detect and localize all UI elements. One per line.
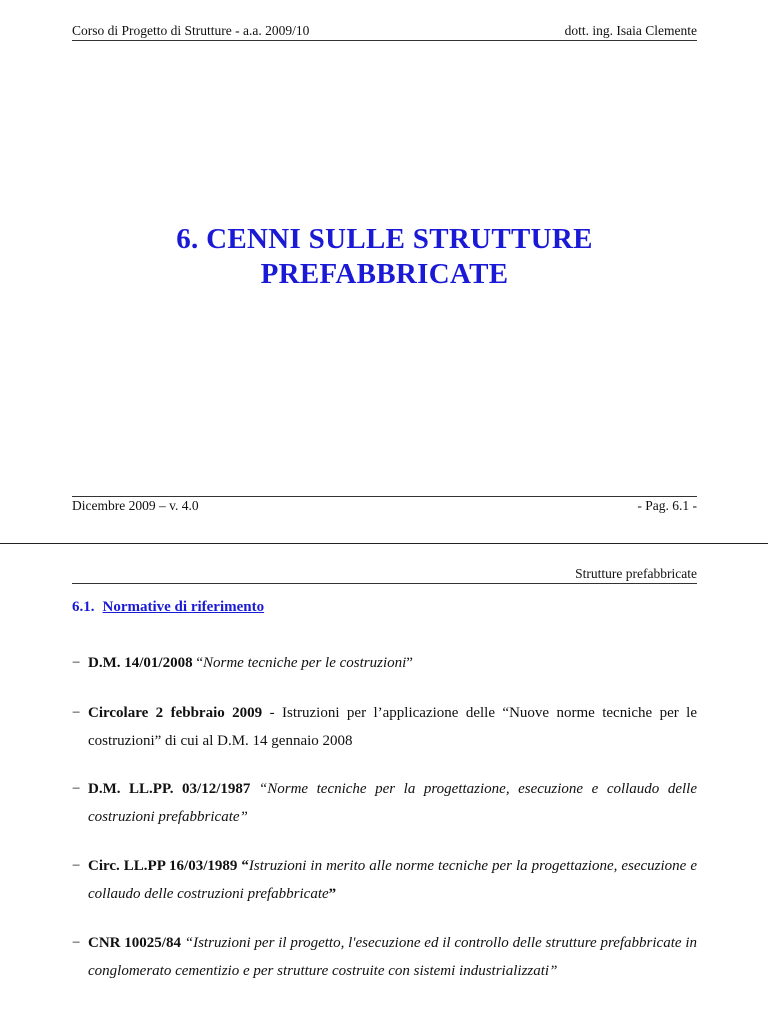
header-rule (72, 40, 697, 41)
reference-item (72, 775, 697, 831)
page-header (72, 23, 697, 39)
reference-item (72, 929, 697, 985)
section-heading-link[interactable]: Normative di riferimento (102, 599, 265, 615)
section-heading (72, 598, 264, 616)
reference-title: Norme tecniche per le costruzioni (203, 655, 407, 671)
page-header (72, 566, 697, 582)
reference-code: Circolare 2 febbraio 2009 (88, 705, 263, 721)
reference-title: “Norme tecniche per la progettazione, esecuzione e collaudo delle costruzioni prefabbricate” (88, 781, 697, 825)
list-dash: − (72, 781, 81, 797)
list-dash: − (72, 935, 81, 951)
reference-code: Circ. LL.PP 16/03/1989 “ (88, 858, 249, 874)
reference-description: - Istruzioni per l’applicazione delle “Nuove norme tecniche per le costruzioni” di cui al D.M. 14 gennaio 2008 (88, 705, 697, 749)
reference-title: “Istruzioni per il progetto, l'esecuzione ed il controllo delle strutture prefabbricate in conglomerato cementizio e per strutture costruite con sistemi industrializzati” (88, 935, 698, 979)
list-dash: − (72, 705, 81, 721)
open-quote: “ (192, 655, 203, 671)
header-author: dott. ing. Isaia Clemente (564, 23, 697, 38)
header-rule (72, 583, 697, 584)
reference-item (72, 699, 697, 755)
close-quote: ” (406, 655, 413, 671)
reference-code: D.M. LL.PP. 03/12/1987 (88, 781, 251, 797)
footer-page-number: - Pag. 6.1 - (637, 498, 697, 513)
reference-code: CNR 10025/84 (88, 935, 181, 951)
footer-date-version: Dicembre 2009 – v. 4.0 (72, 498, 199, 513)
reference-item (72, 649, 697, 677)
chapter-title-line-1: 6. CENNI SULLE STRUTTURE (176, 223, 593, 255)
section-number: 6.1. (72, 599, 95, 615)
chapter-title (72, 222, 697, 292)
chapter-title-line-2: PREFABBRICATE (260, 258, 509, 290)
reference-item (72, 852, 697, 908)
footer-rule (72, 496, 697, 497)
close-quote: ” (328, 886, 337, 902)
document-page-2 (0, 544, 768, 1024)
reference-title: Istruzioni in merito alle norme tecniche per la progettazione, esecuzione e collaudo delle costruzioni prefabbricate (88, 858, 697, 902)
header-topic: Strutture prefabbricate (575, 566, 697, 581)
list-dash: − (72, 655, 81, 671)
list-dash: − (72, 858, 81, 874)
page-footer (72, 498, 697, 514)
header-course: Corso di Progetto di Strutture - a.a. 2009/10 (72, 23, 310, 38)
reference-code: D.M. 14/01/2008 (88, 655, 193, 671)
